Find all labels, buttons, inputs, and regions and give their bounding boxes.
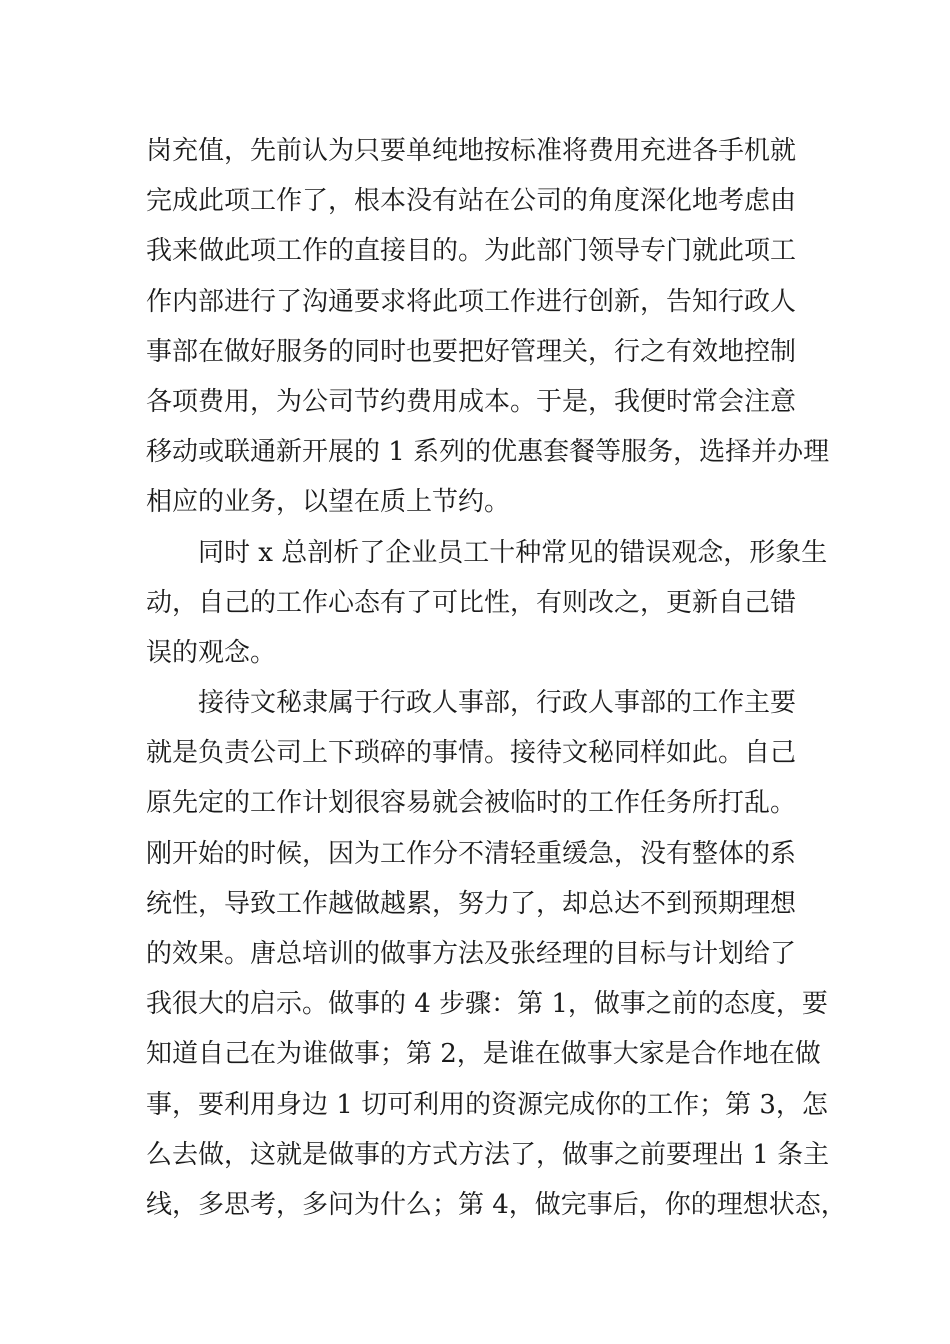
body-text <box>146 126 847 1230</box>
text-line: 原先定的工作计划很容易就会被临时的工作任务所打乱。 <box>146 788 797 819</box>
text-line: 线，多思考，多问为什么；第 4，做完事后，你的理想状态， <box>146 1189 847 1220</box>
paragraph-start-line: 同时 x 总剖析了企业员工十种常见的错误观念，形象生 <box>198 537 828 568</box>
text-line: 知道自己在为谁做事；第 2，是谁在做事大家是合作地在做 <box>146 1039 821 1070</box>
text-line: 我很大的启示。做事的 4 步骤：第 1，做事之前的态度，要 <box>146 989 828 1020</box>
text-line: 动，自己的工作心态有了可比性，有则改之，更新自己错 <box>146 587 797 618</box>
text-line: 的效果。唐总培训的做事方法及张经理的目标与计划给了 <box>146 939 797 969</box>
text-line: 岗充值，先前认为只要单纯地按标准将费用充进各手机就 <box>146 136 797 166</box>
text-line: 相应的业务，以望在质上节约。 <box>146 487 511 518</box>
text-line: 事部在做好服务的同时也要把好管理关，行之有效地控制 <box>146 336 797 367</box>
text-line: 统性，导致工作越做越累，努力了，却总达不到预期理想 <box>146 888 797 919</box>
text-line: 完成此项工作了，根本没有站在公司的角度深化地考虑由 <box>146 186 797 217</box>
text-line: 作内部进行了沟通要求将此项工作进行创新，告知行政人 <box>146 286 797 317</box>
text-line: 各项费用，为公司节约费用成本。于是，我便时常会注意 <box>146 386 797 417</box>
text-line: 我来做此项工作的直接目的。为此部门领导专门就此项工 <box>146 236 797 267</box>
paragraph-start-line: 接待文秘隶属于行政人事部，行政人事部的工作主要 <box>198 688 797 719</box>
text-line: 就是负责公司上下琐碎的事情。接待文秘同样如此。自己 <box>146 738 797 769</box>
text-line: 误的观念。 <box>146 637 277 668</box>
text-line: 事，要利用身边 1 切可利用的资源完成你的工作；第 3，怎 <box>146 1089 828 1120</box>
text-line: 移动或联通新开展的 1 系列的优惠套餐等服务，选择并办理 <box>146 437 830 468</box>
text-line: 么去做，这就是做事的方式方法了，做事之前要理出 1 条主 <box>146 1139 830 1170</box>
text-line: 刚开始的时候，因为工作分不清轻重缓急，没有整体的系 <box>146 838 797 869</box>
